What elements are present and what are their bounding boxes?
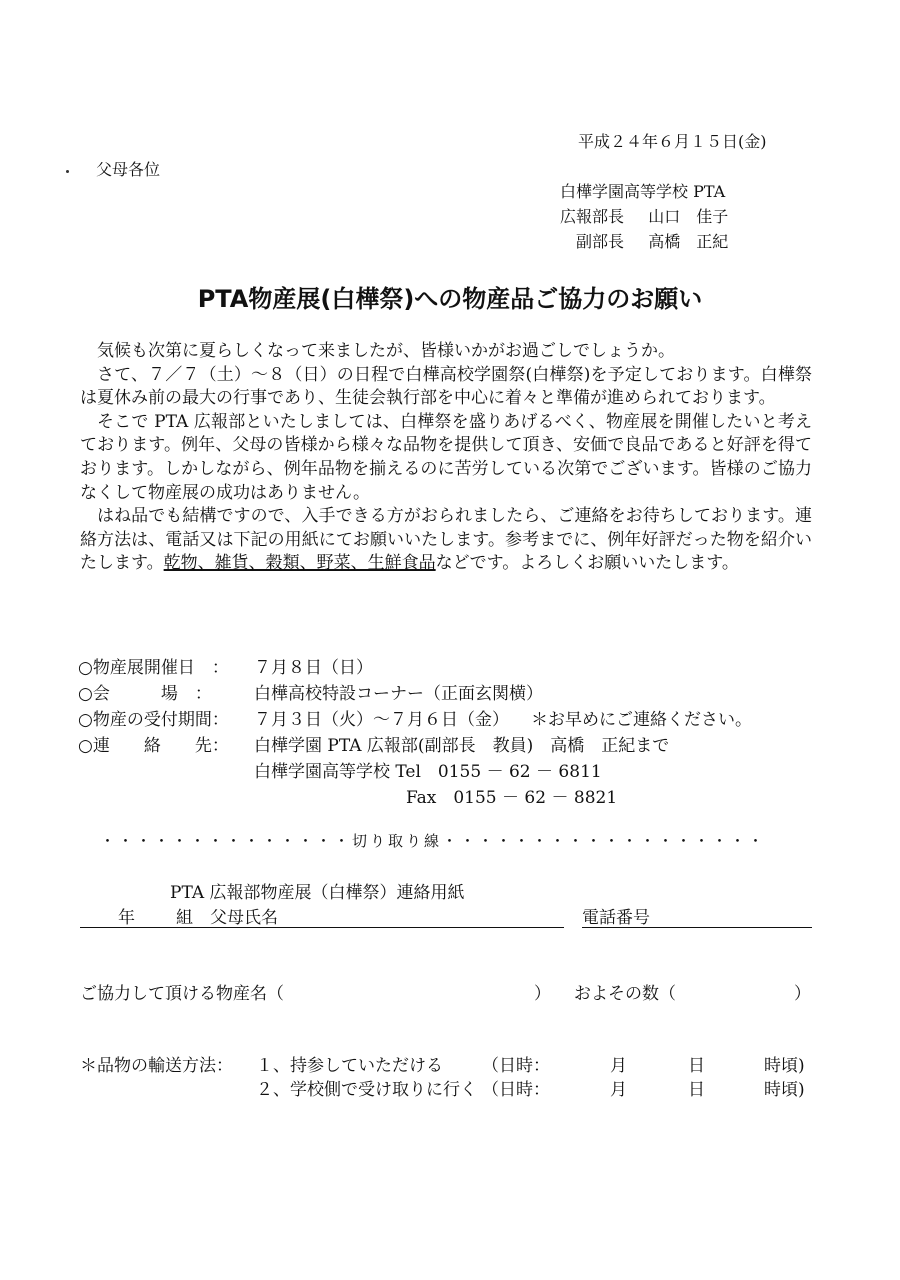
form-class-label: 組 — [176, 908, 193, 928]
info-contact-value: 白樺学園 PTA 広報部(副部長 教員) 高橋 正紀まで — [254, 736, 670, 756]
info-tel: 白樺学園高等学校 Tel 0155 － 62 － 6811 — [254, 762, 602, 782]
transport-option-2: ２、学校側で受け取りに行く — [256, 1080, 477, 1100]
paragraph-contact-end: などです。よろしくお願いいたします。 — [435, 553, 739, 574]
paragraph-contact-text: はね品でも結構ですので、入手できる方がおられましたら、ご連絡をお待ちしております。連絡方法は、電話又は下記の用紙にてお願いいたします。参考までに、例年好評だった物を紹介いたします。 — [80, 506, 812, 574]
info-period — [78, 708, 752, 732]
option-2-datetime-open: （日時： — [482, 1080, 550, 1100]
info-contact — [78, 734, 669, 758]
info-venue — [78, 682, 543, 706]
document-title: PTA物産展(白樺祭)への物産品ご協力のお願い — [197, 285, 703, 313]
option-2-month-label: 月 — [610, 1080, 627, 1100]
transport-option-1: １、持参していただける — [256, 1056, 443, 1076]
sender-2-title: 副部長 — [576, 232, 625, 251]
info-date — [78, 656, 373, 680]
form-title: PTA 広報部物産展（白樺祭）連絡用紙 — [170, 883, 465, 903]
info-contact-label: ○連 絡 先： — [78, 736, 229, 756]
paragraph-greeting: 気候も次第に夏らしくなって来ましたが、皆様いかがお過ごしでしょうか。 — [97, 341, 675, 361]
paragraph-schedule: さて、７／７（土）～８（日）の日程で白樺高校学園祭(白樺祭)を予定しております。白樺祭は夏休み前の最大の行事であり、生徒会執行部を中心に着々と準備が進められております。 — [80, 364, 812, 409]
form-product-label: ご協力して頂ける物産名（ — [80, 984, 284, 1004]
stray-mark — [66, 170, 69, 173]
form-phone-label: 電話番号 — [582, 908, 650, 928]
option-2-day-label: 日 — [688, 1080, 705, 1100]
form-product-close: ） — [534, 984, 551, 1004]
form-year-label: 年 — [118, 908, 135, 928]
sender-1 — [560, 205, 728, 229]
form-quantity-label: およその数（ — [574, 984, 676, 1004]
info-period-label: ○物産の受付期間： — [78, 710, 229, 730]
option-1-month-label: 月 — [610, 1056, 627, 1076]
info-venue-value: 白樺高校特設コーナー（正面玄関横） — [254, 684, 543, 704]
info-period-value: ７月３日（火）～７月６日（金） — [254, 710, 509, 730]
organization-name: 白樺学園高等学校 PTA — [560, 182, 726, 201]
option-1-datetime-open: （日時： — [482, 1056, 550, 1076]
document-date: 平成２４年６月１５日(金) — [578, 132, 767, 151]
paragraph-request: そこで PTA 広報部といたしましては、白樺祭を盛りあげるべく、物産展を開催したいと考えております。例年、父母の皆様から様々な品物を提供して頂き、安価で良品であると好評を得ております。しかしながら、例年品物を揃えるのに苦労している次第でございます。皆様のご協力なくして物産展の成功はありません。 — [80, 411, 812, 503]
option-1-day-label: 日 — [688, 1056, 705, 1076]
option-1-time-label: 時頃) — [764, 1056, 805, 1076]
popular-items: 乾物、雑貨、穀類、野菜、生鮮食品 — [163, 553, 436, 574]
sender-2-name: 高橋 正紀 — [648, 232, 729, 251]
sender-1-title: 広報部長 — [560, 207, 625, 226]
info-date-label: ○物産展開催日 ： — [78, 658, 229, 678]
name-underline — [80, 927, 564, 928]
cut-line: ・・・・・・・・・・・・・・切り取り線・・・・・・・・・・・・・・・・・・ — [100, 832, 767, 850]
sender-1-name: 山口 佳子 — [648, 207, 729, 226]
info-venue-label: ○会 場 ： — [78, 684, 212, 704]
info-fax: Fax 0155 － 62 － 8821 — [406, 788, 618, 808]
form-quantity-close: ） — [794, 984, 811, 1004]
info-period-note: ＊お早めにご連絡ください。 — [531, 710, 752, 730]
addressee: 父母各位 — [96, 160, 161, 179]
form-transport-label: ＊品物の輸送方法： — [80, 1056, 233, 1076]
form-parent-name-label: 父母氏名 — [210, 908, 278, 928]
sender-2 — [576, 230, 728, 254]
paragraph-contact — [80, 505, 812, 576]
letter-body — [80, 340, 812, 576]
option-2-time-label: 時頃) — [764, 1080, 805, 1100]
info-date-value: ７月８日（日） — [254, 658, 373, 678]
phone-underline — [582, 927, 812, 928]
